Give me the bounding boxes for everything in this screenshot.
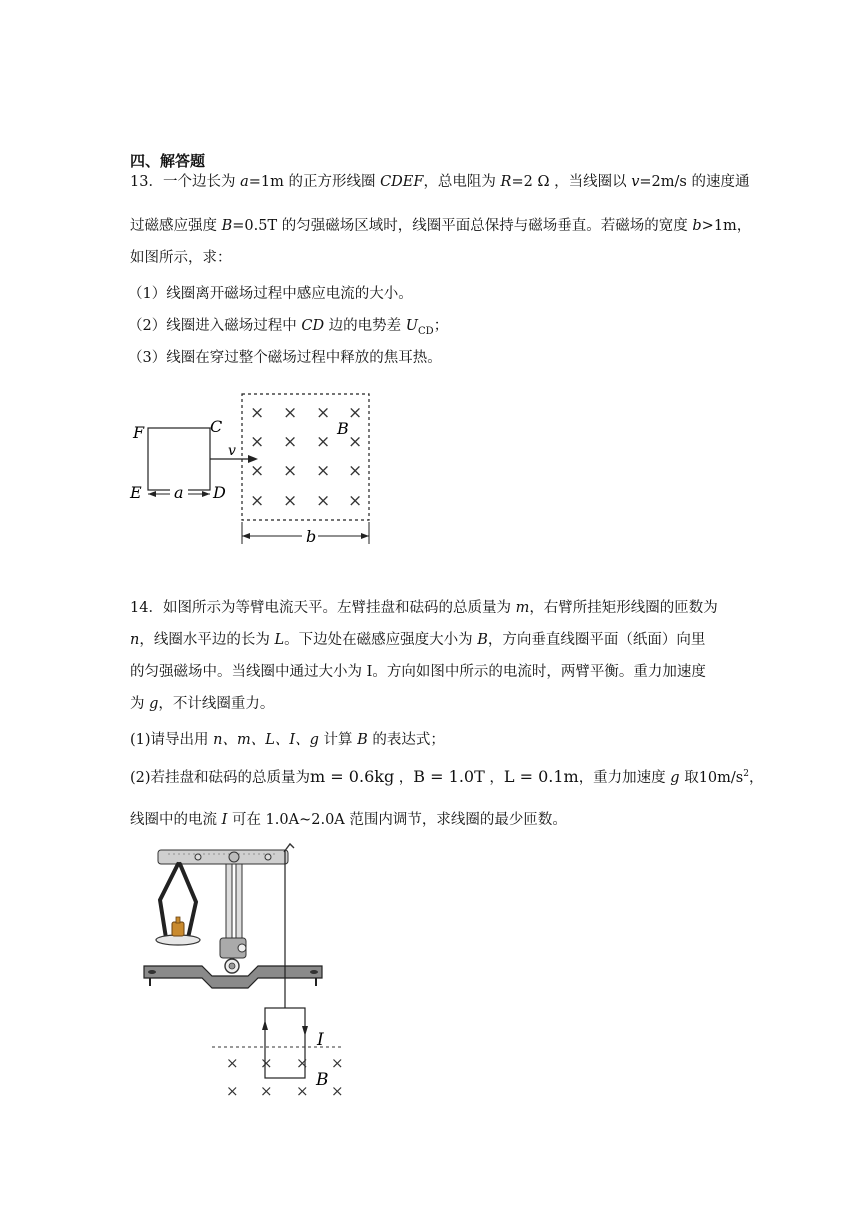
q14-line-1: 14．如图所示为等臂电流天平。左臂挂盘和砝码的总质量为 m，右臂所挂矩形线圈的匝数为 — [130, 600, 718, 616]
field-cross: × — [226, 1082, 239, 1100]
label-a: a — [174, 483, 184, 502]
field-cross: × — [331, 1054, 344, 1072]
field-cross: × — [250, 403, 265, 423]
field-cross: × — [348, 432, 363, 452]
field-cross: × — [283, 432, 298, 452]
coil-square — [148, 428, 210, 490]
q13-line-3: 如图所示，求： — [130, 250, 232, 266]
q13-sub-3: （3）线圈在穿过整个磁场过程中释放的焦耳热。 — [128, 350, 442, 366]
label-b-field: B — [337, 419, 349, 438]
q13-sub-2: （2）线圈进入磁场过程中 CD 边的电势差 $U_{CD}$； — [128, 318, 449, 337]
section-title: 四、解答题 — [130, 152, 206, 170]
field-cross: × — [283, 403, 298, 423]
q13-sub-1: （1）线圈离开磁场过程中感应电流的大小。 — [128, 286, 413, 302]
q14-sub-2: (2)若挂盘和砝码的总质量为m = 0.6kg ，B = 1.0T ，L = 0.1m，重力加速度 g 取$10m/s^2$， — [130, 767, 764, 786]
field-cross: × — [316, 432, 331, 452]
field-cross: × — [250, 432, 265, 452]
q14-sub-1: (1)请导出用 n、m、L、I、g 计算 B 的表达式； — [130, 732, 445, 748]
field-cross: × — [250, 461, 265, 481]
label-v: v — [228, 443, 236, 459]
label-i: I — [317, 1030, 324, 1050]
label-b-q14: B — [316, 1070, 329, 1090]
current-up-arrow — [262, 1020, 268, 1030]
field-cross: × — [283, 461, 298, 481]
q13-figure — [126, 386, 386, 550]
field-cross: × — [296, 1082, 309, 1100]
field-cross: × — [316, 491, 331, 511]
field-cross: × — [316, 403, 331, 423]
field-cross: × — [260, 1054, 273, 1072]
field-cross: × — [331, 1082, 344, 1100]
field-cross: × — [348, 461, 363, 481]
label-f: F — [133, 423, 145, 442]
field-cross: × — [226, 1054, 239, 1072]
q14-line-3: 的匀强磁场中。当线圈中通过大小为 I。方向如图中所示的电流时，两臂平衡。重力加速度 — [130, 664, 706, 680]
field-cross: × — [348, 403, 363, 423]
field-cross: × — [260, 1082, 273, 1100]
q14-line-4: 为 g，不计线圈重力。 — [130, 696, 275, 712]
field-cross: × — [250, 491, 265, 511]
q14-sub-2b: 线圈中的电流 I 可在 1.0A~2.0A 范围内调节，求线圈的最少匝数。 — [130, 812, 567, 828]
current-down-arrow — [302, 1026, 308, 1036]
weight-block — [172, 922, 184, 936]
label-b-width: b — [306, 527, 317, 546]
q13-line-2: 过磁感应强度 B=0.5T 的匀强磁场区域时，线圈平面总保持与磁场垂直。若磁场的宽度 b>1m， — [130, 218, 752, 234]
field-cross: × — [296, 1054, 309, 1072]
q14-line-2: n，线圈水平边的长为 L。下边处在磁感应强度大小为 B，方向垂直线圈平面（纸面）向里 — [130, 632, 706, 648]
q14-figure — [138, 840, 358, 1102]
label-d: D — [213, 483, 226, 502]
field-cross: × — [348, 491, 363, 511]
q13-line-1: 13．一个边长为 a=1m 的正方形线圈 CDEF，总电阻为 R=2 Ω ，当线圈以 v=2m/s 的速度通 — [130, 174, 750, 190]
label-c: C — [210, 417, 223, 436]
field-cross: × — [283, 491, 298, 511]
field-cross: × — [316, 461, 331, 481]
label-e: E — [130, 483, 142, 502]
